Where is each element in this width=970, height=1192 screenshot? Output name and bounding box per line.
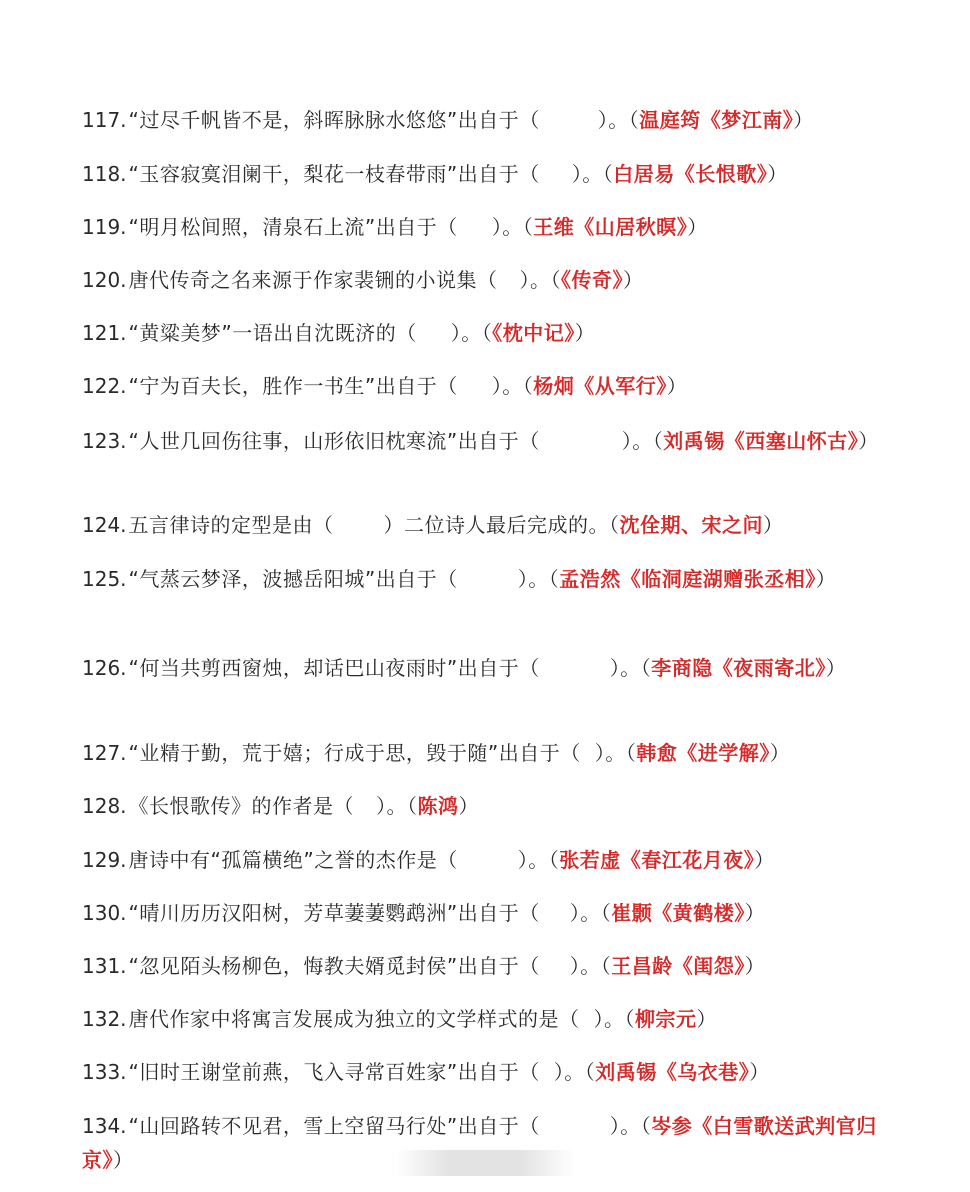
question-item-133: 133. “旧时王谢堂前燕，飞入寻常百姓家”出自于（ ）。（刘禹锡《乌衣巷》） — [82, 1060, 770, 1084]
answer-text: 白居易《长恨歌》 — [613, 162, 768, 186]
answer-text: 《传奇》 — [561, 268, 624, 292]
question-item-118: 118. “玉容寂寞泪阑干，梨花一枝春带雨”出自于（ ）。（白居易《长恨歌》） — [82, 162, 788, 186]
answer-text: 王昌龄《闺怨》 — [611, 954, 745, 978]
question-item-131: 131. “忽见陌头杨柳色，悔教夫婿觅封侯”出自于（ ）。（王昌龄《闺怨》） — [82, 954, 766, 978]
answer-text: 柳宗元 — [635, 1007, 697, 1031]
question-item-130: 130. “晴川历历汉阳树，芳草萋萋鹦鹉洲”出自于（ ）。（崔颢《黄鹤楼》） — [82, 901, 766, 925]
question-item-125: 125. “气蒸云梦泽，波撼岳阳城”出自于（ ）。（孟浩然《临洞庭湖赠张丞相》） — [82, 567, 837, 591]
answer-text: 《枕中记》 — [492, 321, 575, 345]
question-item-134: 134. “山回路转不见君，雪上空留马行处”出自于（ ）。（岑参《白雪歌送武判官归京》） — [82, 1114, 877, 1172]
question-item-124: 124. 五言律诗的定型是由（ ）二位诗人最后完成的。（沈佺期、宋之问） — [82, 513, 784, 537]
answer-text: 沈佺期、宋之问 — [619, 513, 764, 537]
question-item-126: 126. “何当共剪西窗烛，却话巴山夜雨时”出自于（ ）。（李商隐《夜雨寄北》） — [82, 656, 847, 680]
question-item-119: 119. “明月松间照，清泉石上流”出自于（ ）。（王维《山居秋暝》） — [82, 215, 708, 239]
answer-text: 韩愈《进学解》 — [636, 741, 770, 765]
answer-text: 孟浩然《临洞庭湖赠张丞相》 — [559, 567, 816, 591]
question-item-123: 123. “人世几回伤往事，山形依旧枕寒流”出自于（ ）。（刘禹锡《西塞山怀古》） — [82, 429, 879, 453]
blurred-watermark — [395, 1150, 575, 1176]
answer-text: 王维《山居秋暝》 — [533, 215, 688, 239]
question-item-117: 117. “过尽千帆皆不是，斜晖脉脉水悠悠”出自于（ ）。（温庭筠《梦江南》） — [82, 108, 814, 132]
answer-text: 李商隐《夜雨寄北》 — [651, 656, 826, 680]
question-item-122: 122. “宁为百夫长，胜作一书生”出自于（ ）。（杨炯《从军行》） — [82, 374, 688, 398]
question-item-132: 132. 唐代作家中将寓言发展成为独立的文学样式的是（ ）。（柳宗元） — [82, 1007, 718, 1031]
answer-text: 陈鸿 — [417, 794, 459, 818]
question-item-128: 128. 《长恨歌传》的作者是（ ）。（陈鸿） — [82, 794, 480, 818]
answer-text: 杨炯《从军行》 — [533, 374, 667, 398]
answer-text: 温庭筠《梦江南》 — [639, 108, 794, 132]
answer-text: 刘禹锡《乌衣巷》 — [595, 1060, 750, 1084]
answer-text: 崔颢《黄鹤楼》 — [611, 901, 745, 925]
answer-text: 刘禹锡《西塞山怀古》 — [663, 429, 859, 453]
question-item-127: 127. “业精于勤，荒于嬉；行成于思，毁于随”出自于（ ）。（韩愈《进学解》） — [82, 741, 791, 765]
answer-text: 张若虚《春江花月夜》 — [559, 848, 755, 872]
answer-text: 岑参《白雪歌送武判官归京》 — [82, 1114, 877, 1172]
question-item-129: 129. 唐诗中有“孤篇横绝”之誉的杰作是（ ）。（张若虚《春江花月夜》） — [82, 848, 775, 872]
question-item-121: 121. “黄粱美梦”一语出自沈既济的（ ）。（《枕中记》） — [82, 321, 596, 345]
question-item-120: 120. 唐代传奇之名来源于作家裴铏的小说集（ ）。（《传奇》） — [82, 268, 644, 292]
